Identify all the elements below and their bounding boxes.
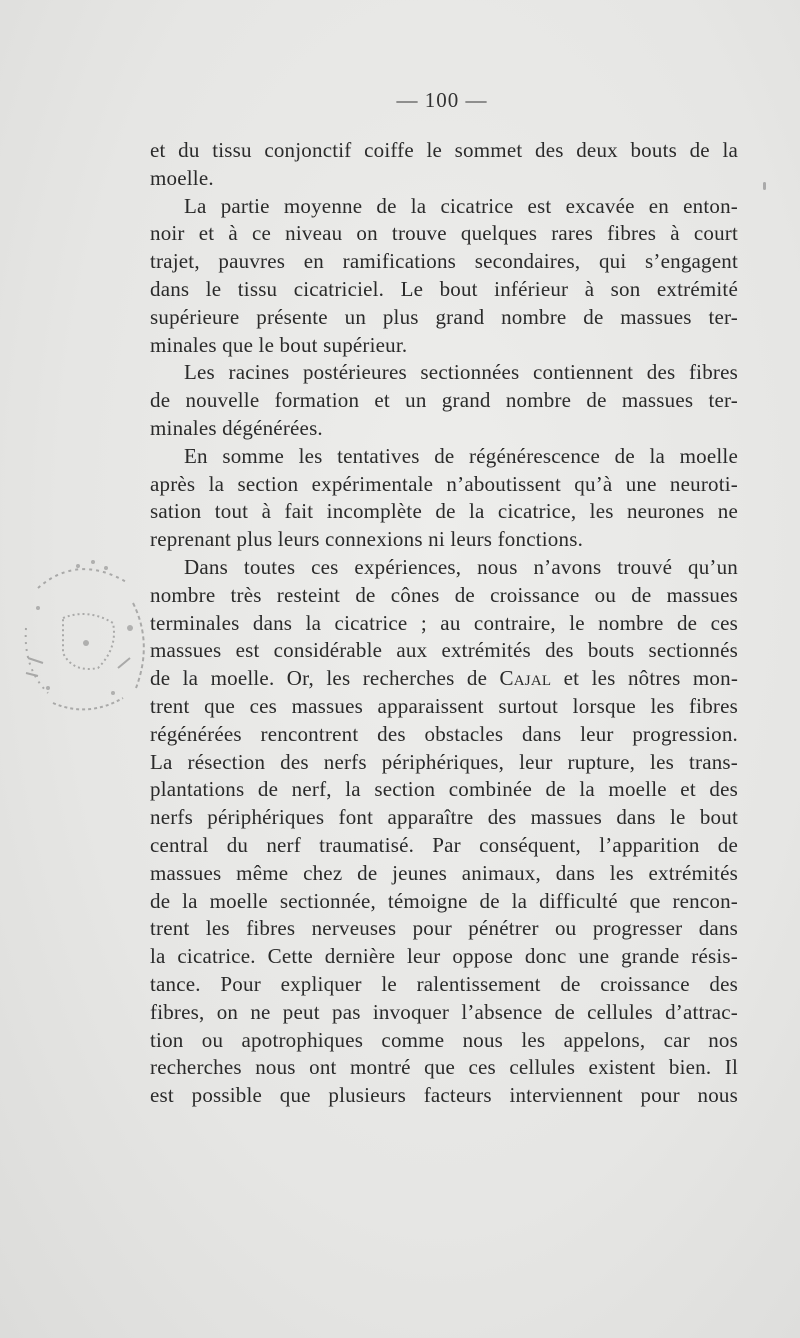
text-line: Dans toutes ces expériences, nous n’avons trouvé qu’un	[184, 554, 738, 579]
library-stamp-icon	[18, 548, 153, 718]
text-line: reprenant plus leurs connexions ni leurs fonctions.	[150, 527, 584, 552]
text-line: la cicatrice. Cette dernière leur oppose donc une grande résis-	[150, 944, 738, 969]
text-line: La résection des nerfs périphériques, leur rupture, les trans-	[150, 749, 738, 774]
text-line: plantations de nerf, la section combinée de la moelle et des	[150, 777, 738, 802]
page-number: — 100 —	[396, 88, 488, 112]
body-text	[150, 137, 738, 1110]
author-name: Cajal	[499, 666, 552, 691]
text-line: massues même chez de jeunes animaux, dans les extrémités	[150, 860, 738, 885]
text-fragment: et les nôtres mon-	[563, 666, 739, 691]
text-line: En somme les tentatives de régénérescence de la moelle	[184, 443, 738, 468]
text-line: minales que le bout supérieur.	[150, 332, 408, 357]
text-line: supérieure présente un plus grand nombre de massues ter-	[150, 304, 738, 329]
text-line: Les racines postérieures sectionnées contiennent des fibres	[184, 360, 738, 385]
text-line: terminales dans la cicatrice ; au contraire, le nombre de ces	[150, 610, 738, 635]
text-line: trent que ces massues apparaissent surtout lorsque les fibres	[150, 693, 738, 718]
text-line: dans le tissu cicatriciel. Le bout inférieur à son extrémité	[150, 276, 738, 301]
text-line: fibres, on ne peut pas invoquer l’absence de cellules d’attrac-	[150, 999, 738, 1024]
text-line: est possible que plusieurs facteurs interviennent pour nous	[150, 1083, 738, 1108]
text-line: trajet, pauvres en ramifications secondaires, qui s’engagent	[150, 249, 738, 274]
margin-mark	[763, 182, 766, 190]
text-line: La partie moyenne de la cicatrice est excavée en enton-	[184, 193, 738, 218]
text-line: de la moelle sectionnée, témoigne de la difficulté que rencon-	[150, 888, 738, 913]
text-line: massues est considérable aux extrémités des bouts sectionnés	[150, 638, 738, 663]
text-fragment: de la moelle. Or, les recherches de	[150, 666, 488, 691]
text-line: tion ou apotrophiques comme nous les appelons, car nos	[150, 1027, 738, 1052]
text-line: et du tissu conjonctif coiffe le sommet des deux bouts de la	[150, 138, 738, 162]
text-line: tance. Pour expliquer le ralentissement de croissance des	[150, 971, 738, 996]
text-line: de nouvelle formation et un grand nombre de massues ter-	[150, 388, 738, 413]
text-line: central du nerf traumatisé. Par conséquent, l’apparition de	[150, 832, 738, 857]
text-line: sation tout à fait incomplète de la cicatrice, les neurones ne	[150, 499, 738, 524]
text-line: après la section expérimentale n’aboutissent qu’à une neuroti-	[150, 471, 738, 496]
text-line: nerfs périphériques font apparaître des massues dans le bout	[150, 805, 738, 830]
text-line: noir et à ce niveau on trouve quelques rares fibres à court	[150, 221, 738, 246]
text-line: trent les fibres nerveuses pour pénétrer ou progresser dans	[150, 916, 738, 941]
text-line	[150, 665, 738, 693]
text-line: régénérées rencontrent des obstacles dans leur progression.	[150, 721, 738, 746]
text-line: moelle.	[150, 165, 214, 190]
text-line: minales dégénérées.	[150, 415, 323, 440]
text-line: recherches nous ont montré que ces cellules existent bien. Il	[150, 1055, 738, 1080]
text-line: nombre très resteint de cônes de croissance ou de massues	[150, 582, 738, 607]
